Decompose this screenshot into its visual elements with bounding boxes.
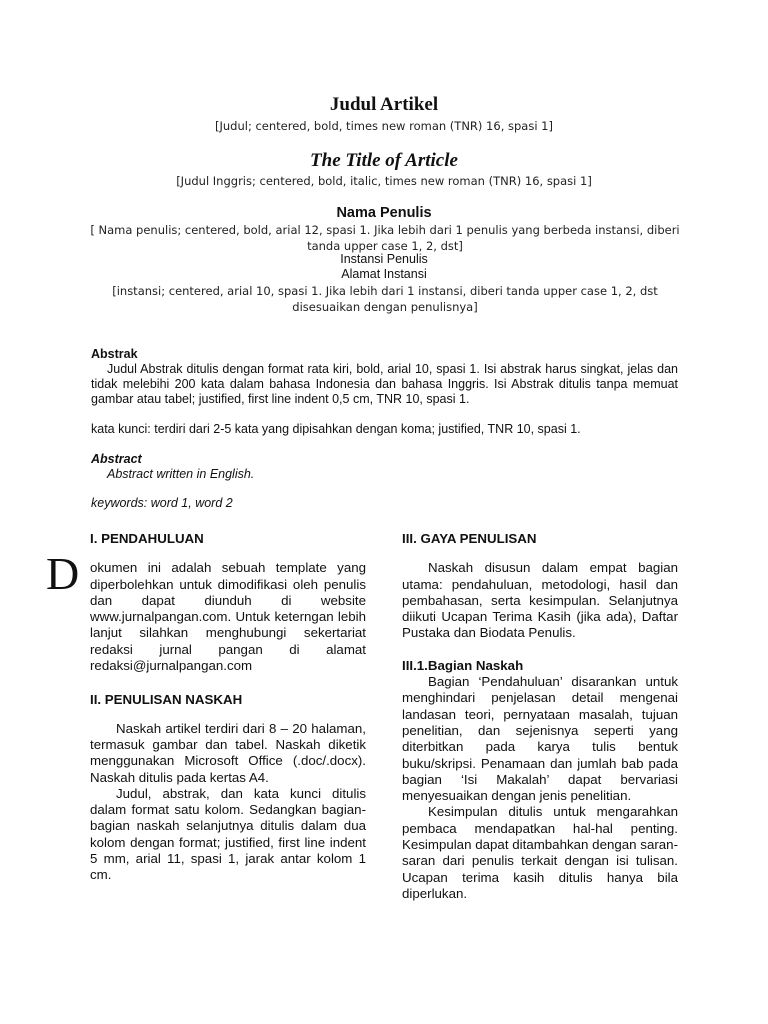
abstrak-text: Judul Abstrak ditulis dengan format rata kiri, bold, arial 10, spasi 1. Isi abstrak harus singkat, jelas dan tidak melebihi 200 kata dalam bahasa Indonesia dan bahasa Inggris. Isi Abstrak ditulis tanpa memuat gambar atau tabel; justified, first line indent 0,5 cm, TNR 10, spasi 1. (91, 362, 678, 406)
abstract-keywords: keywords: word 1, word 2 (91, 496, 233, 510)
institution-address: Alamat Instansi (341, 267, 427, 281)
abstract-heading: Abstract (91, 452, 142, 466)
abstract-text: Abstract written in English. (107, 467, 255, 481)
subsection-bagian-naskah-heading: III.1.Bagian Naskah (402, 657, 524, 673)
abstrak-heading: Abstrak (91, 347, 138, 361)
section-pendahuluan-heading: I. PENDAHULUAN (90, 531, 204, 546)
section-gaya-heading: III. GAYA PENULISAN (402, 531, 537, 546)
institution-block (0, 252, 768, 282)
section-pendahuluan-text: okumen ini adalah sebuah template yang diperbolehkan untuk dimodifikasi oleh penulis dan dapat diunduh di website www.jurnalpangan.com. Untuk keterngan lebih lanjut silahkan menghubungi sekertariat redaksi jurnal pangan di alamat redaksi@jurnalpangan.com (90, 560, 366, 674)
section-gaya-paragraph: Naskah disusun dalam empat bagian utama: pendahuluan, metodologi, hasil dan pembahasan, serta kesimpulan. Selanjutnya diikuti Ucapan Terima Kasih (jika ada), Daftar Pustaka dan Biodata Penulis. (402, 560, 678, 641)
abstract-section (91, 452, 678, 482)
author-name: Nama Penulis (336, 205, 432, 221)
abstrak-keywords: kata kunci: terdiri dari 2-5 kata yang dipisahkan dengan koma; justified, TNR 10, spasi 1. (91, 422, 581, 436)
article-title-english: The Title of Article (310, 150, 458, 171)
article-title: Judul Artikel (329, 94, 439, 115)
abstrak-section (91, 347, 678, 407)
institution-note: [instansi; centered, arial 10, spasi 1. Jika lebih dari 1 instansi, diberi tanda upper case 1, 2, dst disesuaikan dengan penulisnya] (112, 284, 658, 314)
section-pendahuluan-body (46, 548, 366, 674)
article-title-note: [Judul; centered, bold, times new roman (TNR) 16, spasi 1] (215, 119, 553, 133)
subsection-bagian-naskah-paragraph-2: Kesimpulan ditulis untuk mengarahkan pembaca mendapatkan hal-hal penting. Kesimpulan dapat ditambahkan dengan saran-saran dari penulis terkait dengan isi tulisan. Ucapan terima kasih ditulis hanya bila diperlukan. (402, 804, 678, 901)
institution-name: Instansi Penulis (340, 252, 428, 266)
subsection-bagian-naskah-paragraph-1: Bagian ‘Pendahuluan’ disarankan untuk menghindari penjelasan detail mengenai landasan teori, pernyataan masalah, tujuan penelitian, dan sejenisnya seperti yang diterbitkan pada karya tulis bentuk buku/skripsi. Penamaan dan jumlah bab pada bagian ‘Isi Makalah’ dapat bervariasi menyesuaikan dengan jenis penelitian. (402, 674, 678, 804)
right-column (402, 531, 678, 902)
section-penulisan-paragraph-2: Judul, abstrak, dan kata kunci ditulis dalam format satu kolom. Sedangkan bagian-bagian naskah selanjutnya ditulis dalam dua kolom dengan format; justified, first line indent 5 mm, arial 11, spasi 1, jarak antar kolom 1 cm. (90, 785, 366, 883)
section-penulisan-heading: II. PENULISAN NASKAH (90, 692, 243, 708)
left-column (46, 531, 366, 884)
article-title-english-note: [Judul Inggris; centered, bold, italic, times new roman (TNR) 16, spasi 1] (176, 174, 592, 188)
author-note: [ Nama penulis; centered, bold, arial 12, spasi 1. Jika lebih dari 1 penulis yang berbeda instansi, diberi tanda upper case 1, 2, dst] (90, 223, 680, 253)
section-penulisan-paragraph-1: Naskah artikel terdiri dari 8 – 20 halaman, termasuk gambar dan tabel. Naskah diketik menggunakan Microsoft Office (.doc/.docx). Naskah ditulis pada kertas A4. (90, 720, 366, 785)
drop-cap-letter: D (46, 548, 80, 600)
section-pendahuluan-paragraph (46, 548, 366, 674)
